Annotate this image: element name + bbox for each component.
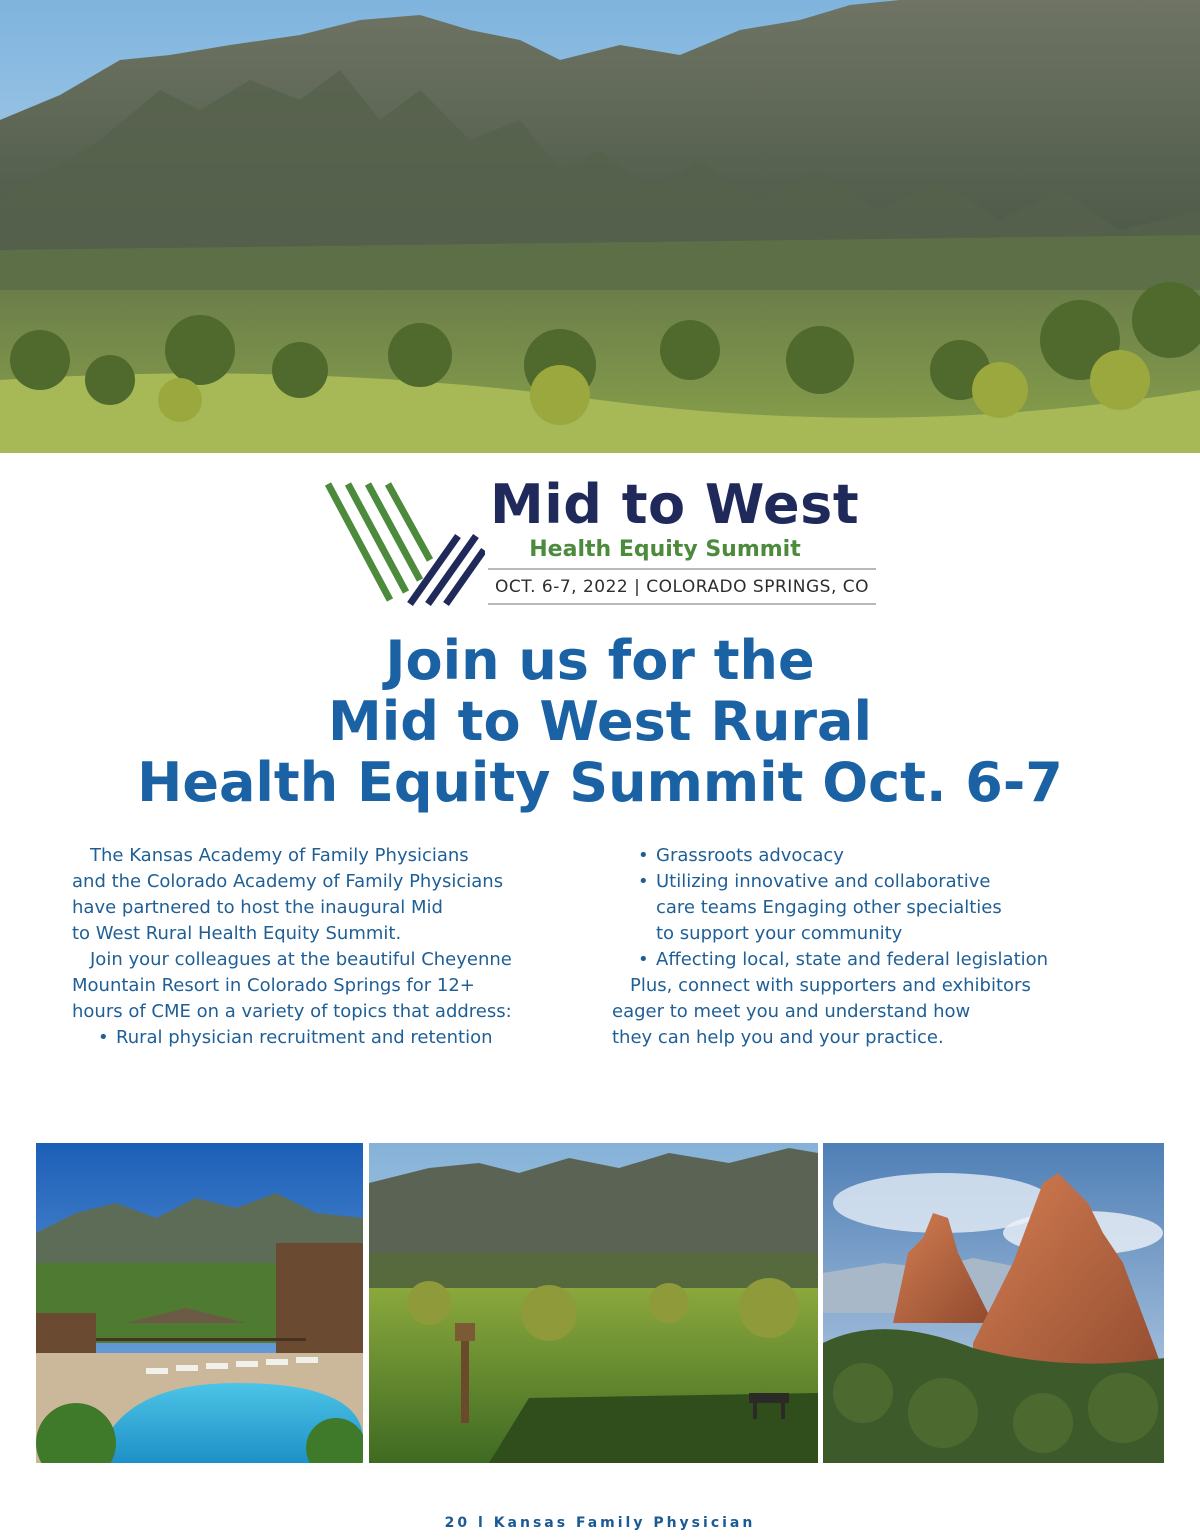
list-item	[98, 1025, 582, 1051]
logo-stripes-mark	[320, 480, 485, 608]
text-line: hours of CME on a variety of topics that address:	[72, 1001, 512, 1022]
text-line: have partnered to host the inaugural Mid	[72, 897, 443, 918]
body-column-left	[72, 843, 582, 1051]
list-item-text: Grassroots advocacy	[656, 845, 844, 866]
list-item	[638, 947, 1112, 973]
logo-title: Mid to West	[490, 473, 860, 536]
bullet-icon: •	[98, 1027, 109, 1048]
list-item-text: Utilizing innovative and collaborative	[656, 871, 991, 892]
text-line: they can help you and your practice.	[612, 1027, 944, 1048]
topics-paragraph	[72, 947, 582, 1025]
text-line: The Kansas Academy of Family Physicians	[90, 845, 469, 866]
red-rock-formation-photo	[823, 1143, 1164, 1463]
headline-line: Mid to West Rural	[327, 690, 873, 753]
page-footer: 20 l Kansas Family Physician	[444, 1515, 756, 1531]
headline-line: Health Equity Summit Oct. 6-7	[137, 751, 1063, 814]
text-line: to West Rural Health Equity Summit.	[72, 923, 402, 944]
logo-divider	[488, 568, 876, 570]
text-line: Join your colleagues at the beautiful Cheyenne	[90, 949, 512, 970]
intro-paragraph	[72, 843, 582, 947]
headline-line: Join us for the	[385, 629, 815, 692]
list-item-text: Rural physician recruitment and retention	[116, 1027, 493, 1048]
bullet-icon: •	[638, 949, 649, 970]
topics-list	[612, 843, 1112, 973]
list-item	[638, 843, 1112, 869]
text-line: Mountain Resort in Colorado Springs for 12+	[72, 975, 475, 996]
page-headline	[60, 630, 1140, 813]
golf-course-photo	[369, 1143, 818, 1463]
closing-paragraph	[612, 973, 1112, 1051]
hero-mountain-photo	[0, 0, 1200, 453]
body-column-right	[612, 843, 1112, 1051]
list-item-text: to support your community	[656, 923, 903, 944]
topics-list	[72, 1025, 582, 1051]
text-line: eager to meet you and understand how	[612, 1001, 971, 1022]
logo-subtitle: Health Equity Summit	[529, 537, 801, 562]
list-item-text: care teams Engaging other specialties	[656, 897, 1002, 918]
text-line: and the Colorado Academy of Family Physicians	[72, 871, 504, 892]
logo-divider	[488, 603, 876, 605]
text-line: Plus, connect with supporters and exhibitors	[630, 975, 1031, 996]
logo-dateline: OCT. 6-7, 2022 | COLORADO SPRINGS, CO	[494, 577, 870, 597]
summit-logo	[320, 474, 890, 614]
bullet-icon: •	[638, 845, 649, 866]
bullet-icon: •	[638, 871, 649, 892]
list-item-text: Affecting local, state and federal legislation	[656, 949, 1049, 970]
resort-pool-photo	[36, 1143, 363, 1463]
list-item	[638, 869, 1112, 947]
